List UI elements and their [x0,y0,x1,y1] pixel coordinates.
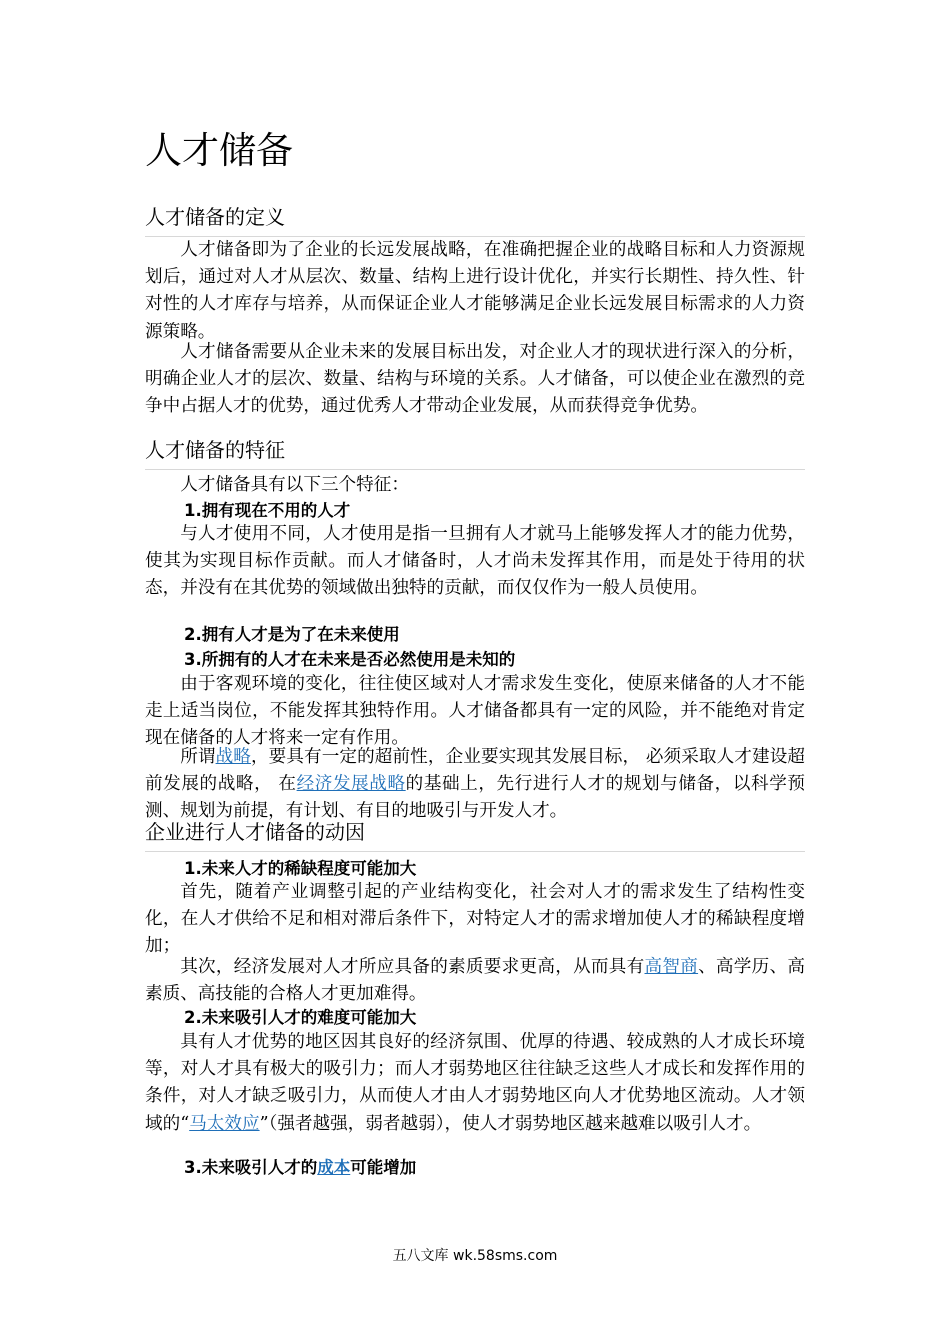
high-iq-link[interactable]: 高智商 [644,957,699,977]
section-divider [145,851,805,852]
text-run: ”（强者越强，弱者越弱），使人才弱势地区越来越难以吸引人才。 [259,1113,762,1134]
text-run: 、高学历、高素质、高技能的合格人才更加难得。 [145,957,805,1005]
text-run: 可能增加 [350,1158,417,1177]
economic-strategy-link[interactable]: 经济发展战略 [296,774,406,795]
section-divider [145,469,805,470]
feature-3-heading: 3.所拥有的人才在未来是否必然使用是未知的 [184,650,516,669]
matthew-effect-link[interactable]: 马太效应 [189,1113,260,1134]
definition-paragraph-1: 人才储备即为了企业的长远发展战略，在准确把握企业的战略目标和人力资源规划后，通过对人才从层次、数量、结构上进行设计优化，并实行长期性、持久性、针对性的人才库存与培养，从而保证企业人才能够满足企业长远发展目标需求的人力资源策略。 [145,240,805,342]
motive-1-heading: 1.未来人才的稀缺程度可能加大 [184,859,417,878]
section-heading-features: 人才储备的特征 [145,438,285,462]
strategy-paragraph [145,744,805,826]
text-run: 其次，经济发展对人才所应具备的素质要求更高，从而具有 [180,957,645,977]
motive-2-paragraph [145,1029,805,1138]
motive-3-heading [184,1154,416,1181]
footer-watermark: 五八文库 wk.58sms.com [392,1248,558,1264]
text-run: 3.未来吸引人才的 [184,1158,318,1177]
section-heading-definition: 人才储备的定义 [145,205,285,229]
feature-1-heading: 1.拥有现在不用的人才 [184,501,351,520]
text-run: 具有人才优势的地区因其良好的经济氛围、优厚的待遇、较成熟的人才成长环境等，对人才具有极大的吸引力；而人才弱势地区往往缺乏这些人才成长和发挥作用的条件，对人才缺乏吸引力，从而使人才由人才弱势地区向人才优势地区流动。人才领域的“ [145,1032,805,1134]
strategy-link[interactable]: 战略 [215,747,251,767]
motive-1-paragraph-1: 首先，随着产业调整引起的产业结构变化，社会对人才的需求发生了结构性变化，在人才供给不足和相对滞后条件下，对特定人才的需求增加使人才的稀缺程度增加； [145,882,805,957]
feature-1-paragraph: 与人才使用不同，人才使用是指一旦拥有人才就马上能够发挥人才的能力优势，使其为实现目标作贡献。而人才储备时，人才尚未发挥其作用，而是处于待用的状态，并没有在其优势的领域做出独特的贡献，而仅仅作为一般人员使用。 [145,524,805,599]
motive-2-heading: 2.未来吸引人才的难度可能加大 [184,1008,417,1027]
features-intro: 人才储备具有以下三个特征： [180,475,409,495]
feature-3-paragraph: 由于客观环境的变化，往往使区域对人才需求发生变化，使原来储备的人才不能走上适当岗位，不能发挥其独特作用。人才储备都具有一定的风险，并不能绝对肯定现在储备的人才将来一定有作用。 [145,674,805,749]
text-run: ，要具有一定的超前性，企业要实现其发展目标， 必须采取人才建设超前发展的战略， 在 [145,747,805,795]
text-run: 所谓 [180,747,216,767]
definition-paragraph-2: 人才储备需要从企业未来的发展目标出发，对企业人才的现状进行深入的分析，明确企业人才的层次、数量、结构与环境的关系。人才储备，可以使企业在激烈的竞争中占据人才的优势，通过优秀人才带动企业发展，从而获得竞争优势。 [145,342,805,417]
cost-link[interactable]: 成本 [317,1158,351,1177]
page-title: 人才储备 [145,129,293,172]
text-run: 的基础上，先行进行人才的规划与储备，以科学预测、规划为前提，有计划、有目的地吸引与开发人才。 [145,774,805,822]
motive-1-paragraph-2 [145,954,805,1008]
feature-2-heading: 2.拥有人才是为了在未来使用 [184,625,400,644]
section-heading-motives: 企业进行人才储备的动因 [145,820,365,844]
